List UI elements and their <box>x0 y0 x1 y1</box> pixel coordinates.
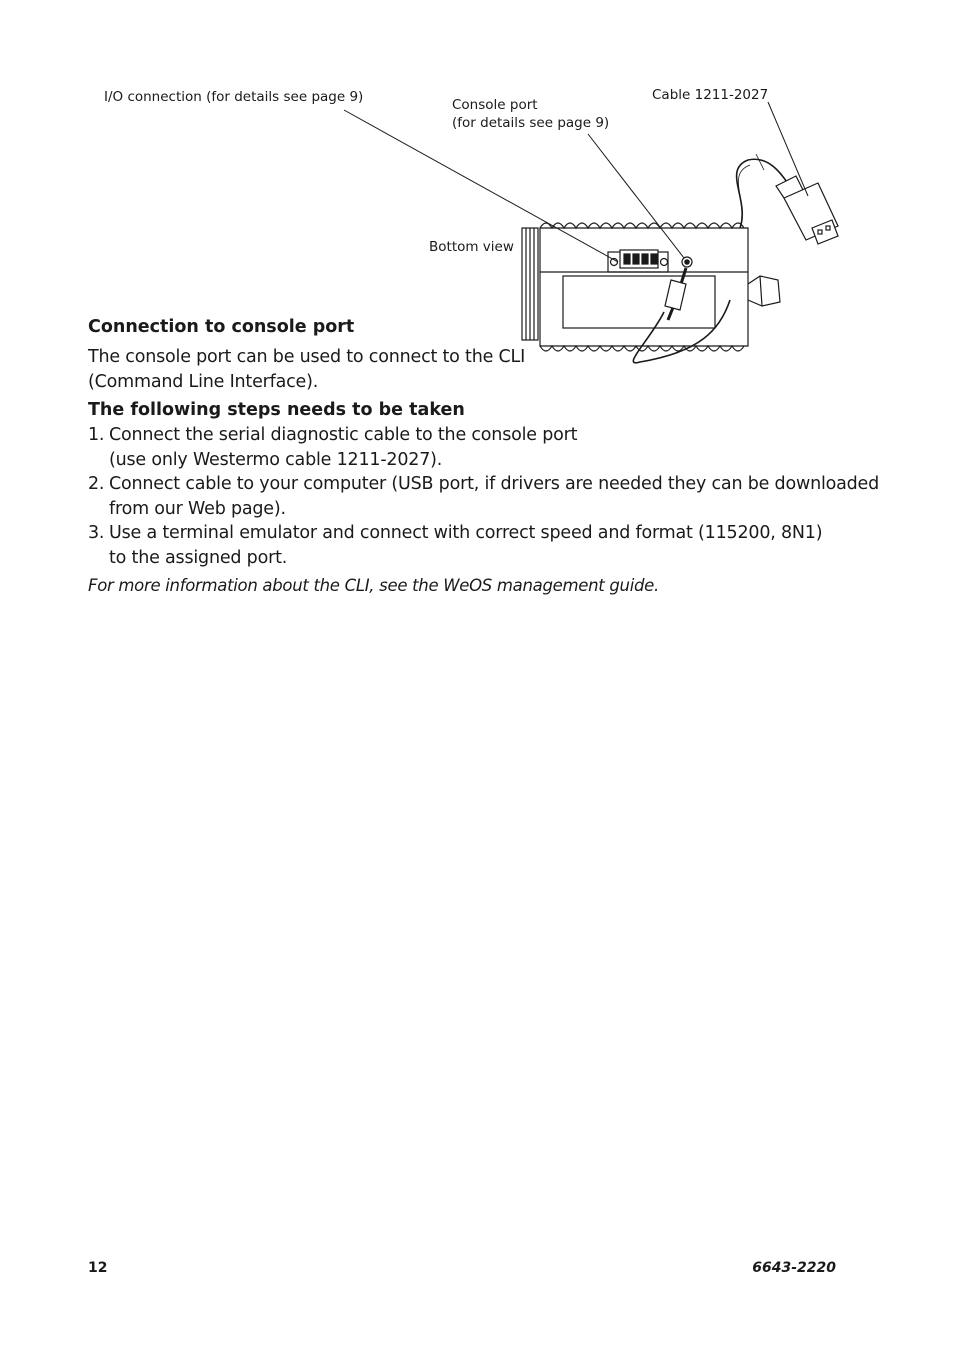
step-item-1 <box>88 423 577 472</box>
cable-callout: Cable 1211-2027 <box>652 87 769 103</box>
step-text-continued: (use only Westermo cable 1211-2027). <box>109 449 443 470</box>
document-number: 6643-2220 <box>752 1260 836 1276</box>
section-heading: Connection to console port <box>88 317 355 337</box>
step-item-2 <box>88 472 879 521</box>
cli-reference-note: For more information about the CLI, see the WeOS management guide. <box>88 576 659 595</box>
step-number: 2. <box>88 474 105 494</box>
step-text-continued: from our Web page). <box>109 498 286 519</box>
io-connection-callout: I/O connection (for details see page 9) <box>104 89 364 105</box>
intro-paragraph <box>88 345 525 394</box>
step-text: Connect cable to your computer (USB port, if drivers are needed they can be downloaded <box>109 474 880 494</box>
step-text: Use a terminal emulator and connect with correct speed and format (115200, 8N1) <box>109 523 823 543</box>
intro-line-1: The console port can be used to connect to the CLI <box>88 347 526 367</box>
bottom-view-callout: Bottom view <box>429 239 514 255</box>
console-port-callout-detail: (for details see page 9) <box>452 115 610 131</box>
step-text-continued: to the assigned port. <box>109 547 288 568</box>
console-port-callout: Console port <box>452 97 538 113</box>
step-number: 3. <box>88 523 105 543</box>
step-item-3 <box>88 521 822 570</box>
step-text: Connect the serial diagnostic cable to the console port <box>109 425 578 445</box>
step-number: 1. <box>88 425 105 445</box>
device-bottom-view-figure <box>0 0 954 400</box>
intro-line-2: (Command Line Interface). <box>88 371 319 392</box>
steps-heading: The following steps needs to be taken <box>88 400 465 420</box>
page-number: 12 <box>88 1260 108 1276</box>
